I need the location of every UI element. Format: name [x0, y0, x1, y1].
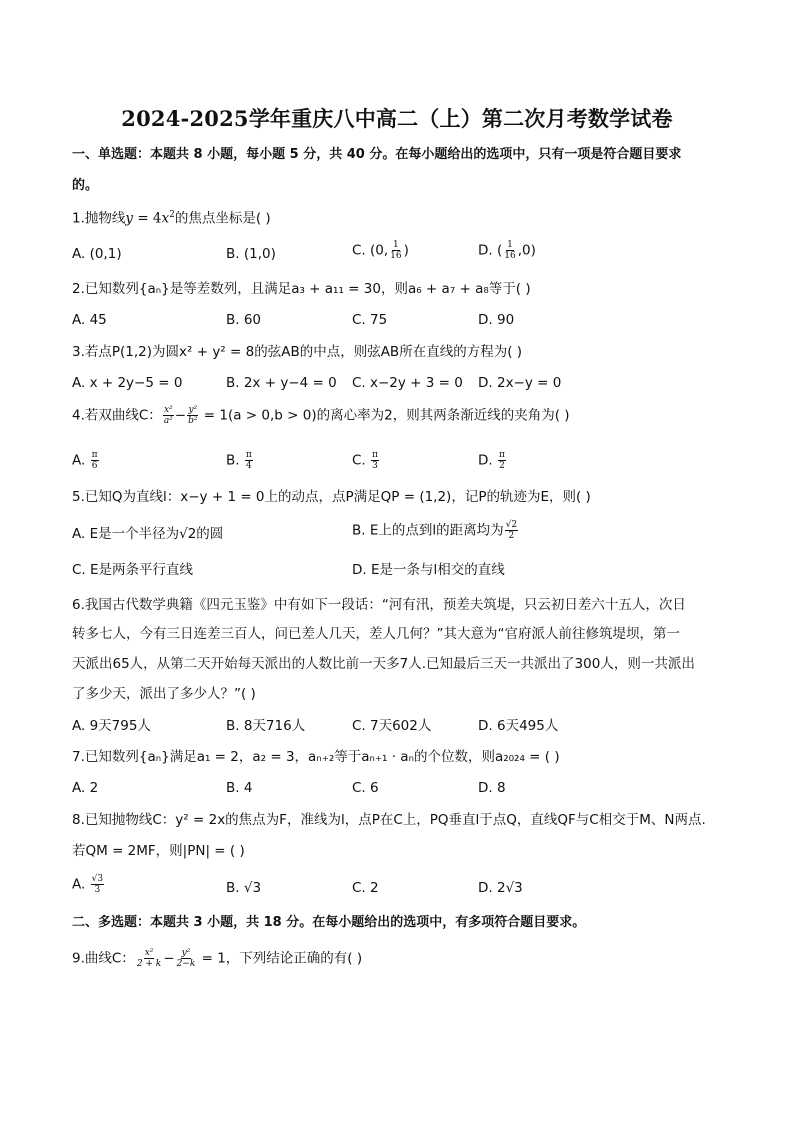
q7-option-b[interactable]: B. 4	[226, 780, 253, 796]
q8-line1: 8.已知抛物线C：y² = 2x的焦点为F，准线为l，点P在C上，PQ垂直l于点Q，直线QF与C相交于M、N两点.	[72, 812, 706, 828]
q6-line1: 6.我国古代数学典籍《四元玉鉴》中有如下一段话：“河有汛，预差夫筑堤，只云初日差六十五人，次日	[72, 597, 686, 613]
q4-option-c[interactable]: C. $\frac{\pi}{3}$	[352, 450, 378, 471]
section1-heading: 一、单选题：本题共 8 小题，每小题 5 分，共 40 分。在每小题给出的选项中，只有一项是符合题目要求	[72, 147, 682, 162]
q6-option-c[interactable]: C. 7天602人	[352, 718, 432, 734]
q1-stem: 1.抛物线$y = 4x^2$的焦点坐标是( )	[72, 210, 271, 227]
q7-stem: 7.已知数列{aₙ}满足a₁ = 2，a₂ = 3，aₙ₊₂等于aₙ₊₁ · aₙ的个位数，则a₂₀₂₄ = ( )	[72, 749, 560, 765]
section2-heading: 二、多选题：本题共 3 小题，共 18 分。在每小题给出的选项中，有多项符合题目要求。	[72, 915, 586, 930]
q5-option-a[interactable]: A. E是一个半径为√2的圆	[72, 526, 224, 542]
section1-heading-cont: 的。	[72, 178, 99, 193]
q5-option-b[interactable]: B. E上的点到l的距离均为 $\frac{√2}{2}$	[352, 520, 518, 541]
q4-option-b[interactable]: B. $\frac{\pi}{4}$	[226, 450, 252, 471]
q1-option-c[interactable]: C. (0, $\frac{1}{16}$ )	[352, 240, 409, 261]
q1-option-b[interactable]: B. (1,0)	[226, 246, 276, 262]
q6-option-b[interactable]: B. 8天716人	[226, 718, 306, 734]
q9-stem: 9.曲线C： $\frac{\text{x²}}{2 + k}$ − $\frac{\text{y²}}{2-k}$ = 1，下列结论正确的有( )	[72, 948, 363, 969]
q8-option-a[interactable]: A. $\frac{√3}{3}$	[72, 874, 104, 895]
q3-option-c[interactable]: C. x−2y + 3 = 0	[352, 375, 463, 391]
q2-option-d[interactable]: D. 90	[478, 312, 515, 328]
q2-option-a[interactable]: A. 45	[72, 312, 107, 328]
q4-option-d[interactable]: D. $\frac{\pi}{2}$	[478, 450, 505, 471]
q5-stem: 5.已知Q为直线l：x−y + 1 = 0上的动点，点P满足QP = (1,2)，记P的轨迹为E，则( )	[72, 489, 591, 505]
q5-option-d[interactable]: D. E是一条与l相交的直线	[352, 562, 505, 578]
q5-option-c[interactable]: C. E是两条平行直线	[72, 562, 194, 578]
q6-option-d[interactable]: D. 6天495人	[478, 718, 559, 734]
q6-line4: 了多少天，派出了多少人？”( )	[72, 686, 256, 702]
q1-option-a[interactable]: A. (0,1)	[72, 246, 122, 262]
q8-option-b[interactable]: B. √3	[226, 880, 262, 896]
q8-option-c[interactable]: C. 2	[352, 880, 379, 896]
q7-option-c[interactable]: C. 6	[352, 780, 379, 796]
q8-option-d[interactable]: D. 2√3	[478, 880, 523, 896]
q6-line3: 天派出65人，从第二天开始每天派出的人数比前一天多7人.已知最后三天一共派出了300人，则一共派出	[72, 656, 695, 672]
q3-stem: 3.若点P(1,2)为圆x² + y² = 8的弦AB的中点，则弦AB所在直线的方程为( )	[72, 344, 523, 360]
q2-option-b[interactable]: B. 60	[226, 312, 262, 328]
q1-option-d[interactable]: D. ( $\frac{1}{16}$ ,0)	[478, 240, 536, 261]
q4-stem: 4.若双曲线C： $\frac{\text{x²}}{\text{a²}}$ − $\frac{\text{y²}}{\text{b²}}$ = 1(a > 0,b > 0)的离心率为2，则其两条渐近线的夹角为( )	[72, 405, 570, 426]
q2-option-c[interactable]: C. 75	[352, 312, 388, 328]
q4-option-a[interactable]: A. $\frac{\pi}{6}$	[72, 450, 98, 471]
q7-option-a[interactable]: A. 2	[72, 780, 99, 796]
q7-option-d[interactable]: D. 8	[478, 780, 506, 796]
q8-line2: 若QM = 2MF，则|PN| = ( )	[72, 843, 245, 859]
page-title: 2024-2025学年重庆八中高二（上）第二次月考数学试卷	[121, 106, 673, 131]
q6-option-a[interactable]: A. 9天795人	[72, 718, 151, 734]
q6-line2: 转多七人，今有三日连差三百人，问已差人几天，差人几何？”其大意为“官府派人前往修筑堤坝，第一	[72, 626, 680, 642]
q3-option-b[interactable]: B. 2x + y−4 = 0	[226, 375, 337, 391]
q3-option-a[interactable]: A. x + 2y−5 = 0	[72, 375, 183, 391]
q3-option-d[interactable]: D. 2x−y = 0	[478, 375, 562, 391]
q2-stem: 2.已知数列{aₙ}是等差数列，且满足a₃ + a₁₁ = 30，则a₆ + a₇ + a₈等于( )	[72, 281, 531, 297]
